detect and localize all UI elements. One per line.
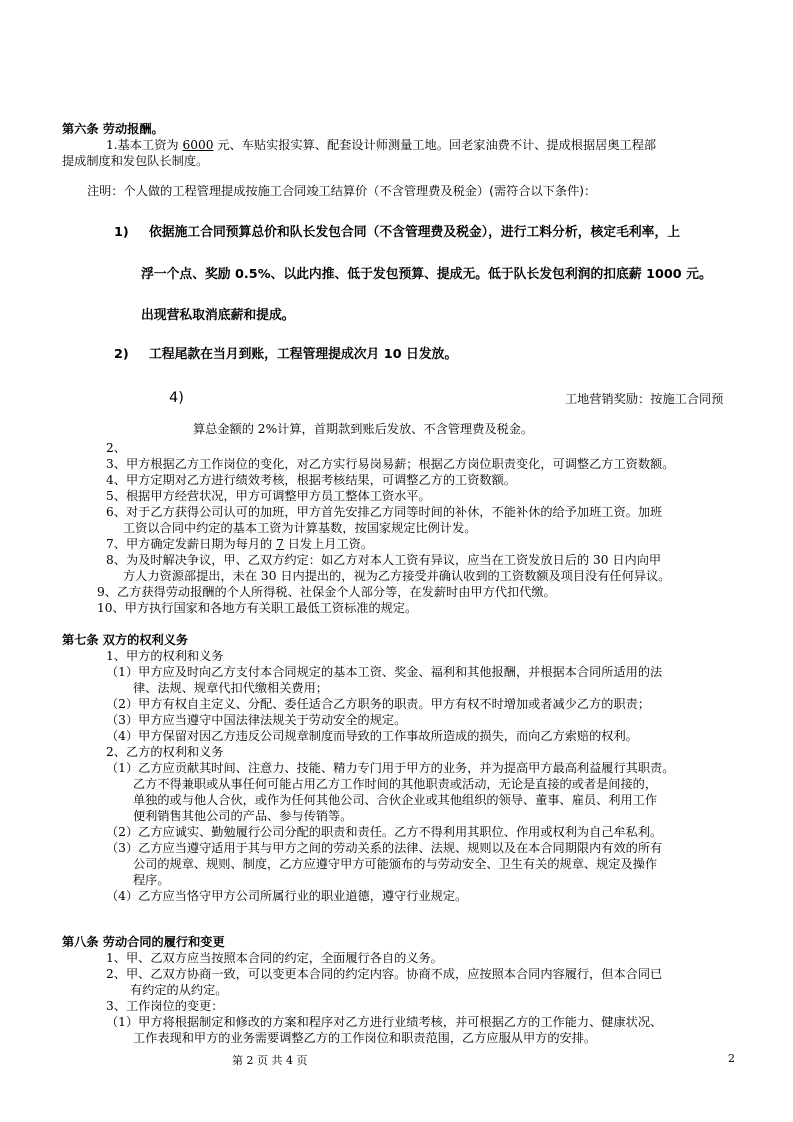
article7-b2: （2）乙方应诚实、勤勉履行公司分配的职责和责任。乙方不得利用其职位、作用或权利为自己牟私利。 bbox=[106, 825, 663, 839]
article7-heading: 第七条 双方的权利义务 bbox=[62, 633, 189, 647]
article7-a1-line1: （1）甲方应及时向乙方支付本合同规定的基本工资、奖金、福利和其他报酬，并根据本合同所适用的法 bbox=[106, 665, 663, 679]
article7-a4: （4）甲方保留对因乙方违反公司规章制度而导致的工作事故所造成的损失，而向乙方索赔的权利。 bbox=[106, 729, 638, 743]
commission-note: 注明：个人做的工程管理提成按施工合同竣工结算价（不含管理费及税金）(需符合以下条件)： bbox=[87, 184, 597, 198]
salary-value: 6000 bbox=[182, 138, 214, 152]
article7-sub1: 1、甲方的权利和义务 bbox=[106, 649, 224, 663]
item4-number: 4) bbox=[169, 390, 184, 406]
article6-item6-line2: 工资以合同中约定的基本工资为计算基数，按国家规定比例计发。 bbox=[123, 521, 477, 535]
footer-page-info: 第 2 页 共 4 页 bbox=[232, 1054, 308, 1067]
article7-a2: （2）甲方有权自主定义、分配、委任适合乙方职务的职责。甲方有权不时增加或者减少乙方的职责； bbox=[106, 697, 651, 711]
article8-item2-line1: 2、甲、乙双方协商一致，可以变更本合同的约定内容。协商不成，应按照本合同内容履行，但本合同已 bbox=[106, 967, 663, 981]
article7-b1-line2: 乙方不得兼职或从事任何可能占用乙方工作时间的其他职责或活动，无论是直接的或者是间接的， bbox=[133, 777, 658, 791]
article6-item10: 10、甲方执行国家和各地方有关职工最低工资标准的规定。 bbox=[97, 601, 418, 615]
condition1-line2: 浮一个点、奖励 0.5%、以此内推、低于发包预算、提成无。低于队长发包利润的扣底薪 1000 元。 bbox=[141, 267, 712, 282]
condition1-number: 1) bbox=[114, 225, 129, 240]
article7-b3-line1: （3）乙方应当遵守适用于其与甲方之间的劳动关系的法律、法规、规则以及在本合同期限内有效的所有 bbox=[106, 841, 663, 855]
article6-item9: 9、乙方获得劳动报酬的个人所得税、社保金个人部分等，在发薪时由甲方代扣代缴。 bbox=[97, 585, 556, 599]
condition2-number: 2) bbox=[114, 347, 129, 362]
article7-a3: （3）甲方应当遵守中国法律法规关于劳动安全的规定。 bbox=[106, 713, 407, 727]
article6-item8-line2: 方人力资源部提出，未在 30 日内提出的，视为乙方接受并确认收到的工资数额及项目没有任何异议。 bbox=[123, 569, 671, 583]
article6-item4: 4、甲方定期对乙方进行绩效考核，根据考核结果，可调整乙方的工资数额。 bbox=[106, 473, 516, 487]
article7-sub2: 2、乙方的权利和义务 bbox=[106, 745, 224, 759]
footer-page-number: 2 bbox=[728, 1052, 735, 1065]
article7-a1-line2: 律、法规、规章代扣代缴相关费用； bbox=[133, 681, 328, 695]
article7-b4: （4）乙方应当恪守甲方公司所属行业的职业道德，遵守行业规定。 bbox=[106, 889, 468, 903]
item7-prefix: 7、甲方确定发薪日期为每月的 bbox=[106, 537, 277, 551]
article7-b1-line4: 便利销售其他公司的产品、参与传销等。 bbox=[133, 809, 353, 823]
article6-item8-line1: 8、为及时解决争议，甲、乙双方约定：如乙方对本人工资有异议，应当在工资发放日后的 30 日内向甲 bbox=[106, 553, 662, 567]
article7-b3-line2: 公司的规章、规则、制度，乙方应遵守甲方可能颁布的与劳动安全、卫生有关的规章、规定及操作 bbox=[133, 857, 658, 871]
article7-b3-line3: 程序。 bbox=[133, 873, 170, 887]
article8-item1: 1、甲、乙双方应当按照本合同的约定，全面履行各自的义务。 bbox=[106, 951, 443, 965]
article6-item3: 3、甲方根据乙方工作岗位的变化，对乙方实行易岗易薪；根据乙方岗位职责变化，可调整乙方工资数额。 bbox=[106, 457, 675, 471]
item1-prefix: 1.基本工资为 bbox=[106, 138, 183, 152]
article6-item2: 2、 bbox=[106, 441, 126, 455]
article6-item1-line2: 提成制度和发包队长制度。 bbox=[62, 154, 209, 168]
condition1-line3: 出现营私取消底薪和提成。 bbox=[141, 308, 295, 323]
item1-suffix: 元、车贴实报实算、配套设计师测量工地。回老家油费不计、提成根据居奥工程部 bbox=[213, 138, 657, 152]
article6-heading: 第六条 劳动报酬。 bbox=[62, 122, 164, 136]
article6-item1-line1 bbox=[106, 137, 656, 153]
article6-item6-line1: 6、对于乙方获得公司认可的加班，甲方首先安排乙方同等时间的补休，不能补休的给予加班工资。加班 bbox=[106, 505, 663, 519]
payday-value: 7 bbox=[276, 537, 284, 551]
article8-c1-line1: （1）甲方将根据制定和修改的方案和程序对乙方进行业绩考核，并可根据乙方的工作能力、健康状况、 bbox=[106, 1015, 663, 1029]
article7-b1-line3: 单独的或与他人合伙，或作为任何其他公司、合伙企业或其他组织的领导、董事、雇员、利用工作 bbox=[133, 793, 658, 807]
article7-b1-line1: （1）乙方应贡献其时间、注意力、技能、精力专门用于甲方的业务，并为提高甲方最高利益履行其职责。 bbox=[106, 761, 675, 775]
article8-c1-line2: 工作表现和甲方的业务需要调整乙方的工作岗位和职责范围，乙方应服从甲方的安排。 bbox=[133, 1031, 597, 1045]
item4-cont: 算总金额的 2%计算，首期款到账后发放、不含管理费及税金。 bbox=[193, 422, 534, 436]
article6-item7 bbox=[106, 536, 373, 552]
item7-suffix: 日发上月工资。 bbox=[283, 537, 374, 551]
condition2-text: 工程尾款在当月到账，工程管理提成次月 10 日发放。 bbox=[149, 347, 458, 362]
article8-heading: 第八条 劳动合同的履行和变更 bbox=[62, 935, 225, 949]
item4-right-text: 工地营销奖励：按施工合同预 bbox=[565, 392, 724, 406]
article8-item3: 3、工作岗位的变更： bbox=[106, 999, 224, 1013]
condition1-line1: 依据施工合同预算总价和队长发包合同（不含管理费及税金），进行工料分析，核定毛利率，上 bbox=[149, 225, 681, 240]
article6-item5: 5、根据甲方经营状况，甲方可调整甲方员工整体工资水平。 bbox=[106, 489, 431, 503]
article8-item2-line2: 有约定的从约定。 bbox=[130, 983, 228, 997]
